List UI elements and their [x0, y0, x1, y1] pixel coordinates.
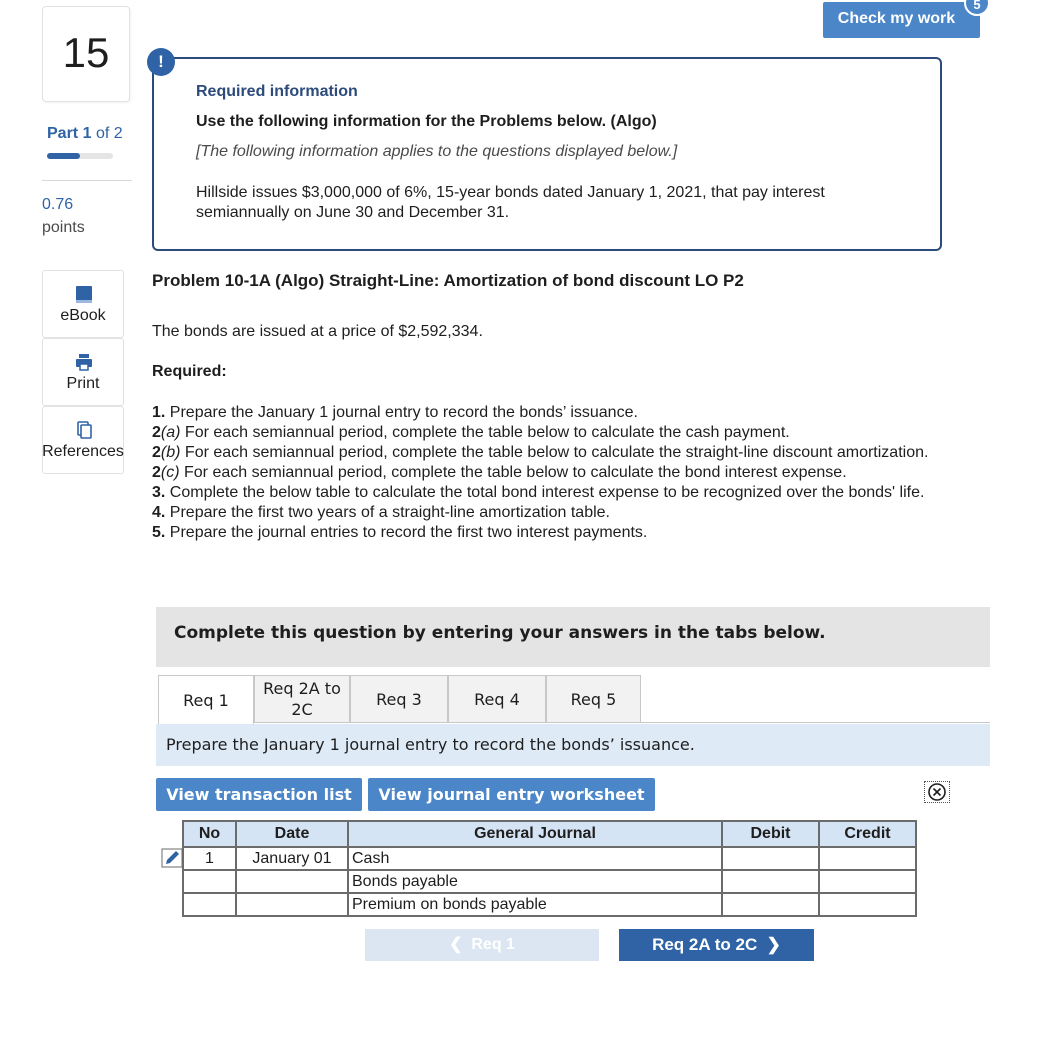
part-number: 1: [82, 125, 92, 142]
view-transaction-list-button[interactable]: View transaction list: [156, 778, 362, 811]
requirement-item: 3. Complete the below table to calculate the total bond interest expense to be recognized over the bonds' life.: [152, 484, 925, 501]
requirement-item: 2(a) For each semiannual period, complete the table below to calculate the cash payment.: [152, 424, 790, 441]
tab-req-3[interactable]: Req 3: [350, 675, 448, 722]
requirement-item: 4. Prepare the first two years of a straight-line amortization table.: [152, 504, 610, 521]
print-label: Print: [66, 375, 100, 392]
table-row: [183, 870, 916, 893]
points-value: 0.76: [42, 196, 74, 213]
points-label: points: [42, 219, 85, 236]
chevron-right-icon: ❯: [757, 935, 781, 954]
copy-icon: [43, 419, 125, 441]
part-of: of 2: [95, 125, 123, 142]
alert-icon: !: [147, 48, 175, 76]
tab-req-1[interactable]: Req 1: [158, 675, 254, 724]
chevron-left-icon: ❮: [449, 936, 472, 953]
question-number: 15: [42, 6, 130, 102]
col-debit-header: Debit: [722, 821, 819, 847]
next-req-button[interactable]: [619, 929, 814, 961]
view-journal-worksheet-button[interactable]: View journal entry worksheet: [368, 778, 655, 811]
references-button[interactable]: [42, 406, 124, 474]
references-label: References: [42, 443, 124, 460]
table-header-row: [183, 821, 916, 847]
row-date[interactable]: January 01: [236, 847, 348, 870]
part-indicator: [47, 125, 123, 143]
required-label: Required:: [152, 363, 227, 380]
row-debit[interactable]: [722, 870, 819, 893]
ebook-button[interactable]: [42, 270, 124, 338]
row-account[interactable]: Cash: [348, 847, 722, 870]
prev-req-label: Req 1: [471, 936, 515, 953]
row-debit[interactable]: [722, 893, 819, 916]
info-use-line: Use the following information for the Problems below. (Algo): [196, 113, 657, 130]
table-row: [183, 847, 916, 870]
tab-req-4[interactable]: Req 4: [448, 675, 546, 722]
col-general-journal-header: General Journal: [348, 821, 722, 847]
info-body: Hillside issues $3,000,000 of 6%, 15-year bonds dated January 1, 2021, that pay interest semiannually on June 30 and December 31.: [196, 184, 825, 221]
row-credit[interactable]: [819, 893, 916, 916]
requirement-item: 2(c) For each semiannual period, complete the table below to calculate the bond interest expense.: [152, 464, 847, 481]
check-my-work-label: Check my work: [837, 10, 956, 27]
printer-icon: [43, 351, 125, 373]
part-progress-bar: [47, 153, 113, 159]
part-word: Part: [47, 125, 79, 142]
close-icon[interactable]: [924, 781, 950, 803]
ebook-label: eBook: [60, 307, 106, 324]
col-no-header: No: [183, 821, 236, 847]
prev-req-button: [365, 929, 599, 961]
tabs-baseline: [158, 722, 990, 723]
row-date[interactable]: [236, 870, 348, 893]
pencil-icon[interactable]: [161, 848, 183, 868]
tab-req-5[interactable]: Req 5: [546, 675, 641, 722]
check-count-badge: 5: [964, 0, 990, 16]
row-credit[interactable]: [819, 870, 916, 893]
print-button[interactable]: [42, 338, 124, 406]
row-no: [183, 870, 236, 893]
col-date-header: Date: [236, 821, 348, 847]
divider: [42, 180, 132, 181]
row-debit[interactable]: [722, 847, 819, 870]
info-italic-line: [The following information applies to the questions displayed below.]: [196, 143, 678, 160]
row-no: [183, 893, 236, 916]
row-date[interactable]: [236, 893, 348, 916]
requirement-item: 2(b) For each semiannual period, complete the table below to calculate the straight-line discount amortization.: [152, 444, 929, 461]
row-account[interactable]: Bonds payable: [348, 870, 722, 893]
complete-banner: Complete this question by entering your answers in the tabs below.: [156, 607, 990, 667]
row-account[interactable]: Premium on bonds payable: [348, 893, 722, 916]
check-my-work-button[interactable]: [823, 2, 980, 38]
tab-instruction: Prepare the January 1 journal entry to record the bonds’ issuance.: [156, 724, 990, 766]
requirements-list: [152, 403, 952, 543]
info-title: Required information: [196, 83, 358, 100]
problem-title: Problem 10-1A (Algo) Straight-Line: Amortization of bond discount LO P2: [152, 271, 744, 290]
row-no: 1: [183, 847, 236, 870]
next-req-label: Req 2A to 2C: [652, 935, 758, 954]
general-journal-table: [182, 820, 917, 917]
issue-price-text: The bonds are issued at a price of $2,592,334.: [152, 323, 483, 340]
part-progress-fill: [47, 153, 80, 159]
requirement-item: 5. Prepare the journal entries to record the first two interest payments.: [152, 524, 648, 541]
tab-req-2a-to-2c[interactable]: Req 2A to 2C: [254, 675, 350, 722]
row-credit[interactable]: [819, 847, 916, 870]
col-credit-header: Credit: [819, 821, 916, 847]
requirement-item: 1. Prepare the January 1 journal entry to record the bonds’ issuance.: [152, 404, 638, 421]
table-row: [183, 893, 916, 916]
book-icon: [43, 283, 125, 305]
